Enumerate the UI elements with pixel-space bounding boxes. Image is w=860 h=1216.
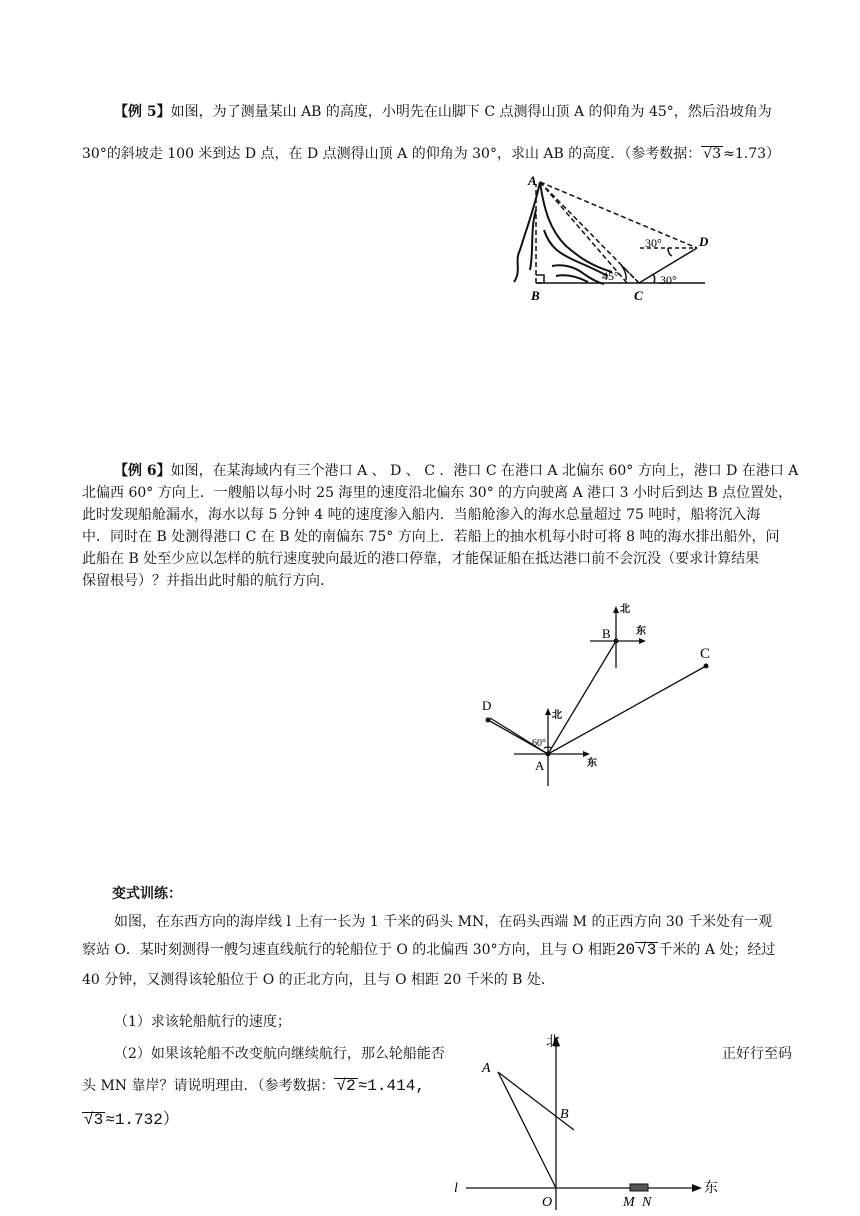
- example-6-line-4: 中．同时在 B 处测得港口 C 在 B 处的南偏东 75° 方向上．若船上的抽水机每小时可将 8 吨的海水排出船外，问: [82, 529, 780, 545]
- example-5-label: 【例 5】: [114, 104, 171, 120]
- example-6-paragraph: [82, 460, 812, 592]
- ref-sqrt-2-value: ≈1.414,: [357, 1077, 425, 1095]
- variant-text-q2c: 头 MN 靠岸？请说明理由．（参考数据：: [82, 1078, 335, 1094]
- variant-question-2b: 正好行至码: [722, 1046, 792, 1062]
- variant-question-2d: [82, 1110, 179, 1130]
- example-6-line-5: 此船在 B 处至少应以怎样的航行速度驶向最近的港口停靠，才能保证船在抵达港口前不会沉没（要求计算结果: [82, 551, 760, 567]
- fig6-east-b: 东: [636, 626, 646, 637]
- fig6-label-A: A: [535, 758, 545, 773]
- fig5-label-A: A: [528, 173, 537, 188]
- variant-question-2c: [82, 1076, 425, 1096]
- fig5-label-D: D: [699, 234, 709, 249]
- sqrt-3-radicand: 3: [712, 146, 722, 162]
- example-5-line-2: [82, 144, 780, 164]
- fig7-east-label: 东: [704, 1181, 718, 1196]
- fig6-label-C: C: [700, 646, 711, 662]
- fig7-north-label: 北: [546, 1035, 560, 1050]
- example-5-text-1: 如图，为了测量某山 AB 的高度，小明先在山脚下 C 点测得山顶 A 的仰角为 45°，然后沿坡角为: [170, 104, 772, 120]
- fig7-label-A: A: [482, 1061, 491, 1076]
- example-6-line-6: 保留根号）？并指出此时船的航行方向．: [82, 573, 334, 589]
- fig6-angle-60: 60°: [532, 738, 546, 749]
- sqrt-3-ref-radicand: 3: [93, 1111, 104, 1129]
- variant-question-2a: （2）如果该轮船不改变航向继续航行，那么轮船能否: [114, 1046, 445, 1062]
- example-6-label: 【例 6】: [114, 463, 171, 479]
- variant-distance: [616, 941, 658, 959]
- example-5-text-2: 30°的斜坡走 100 米到达 D 点，在 D 点测得山顶 A 的仰角为 30°，求山 AB 的高度．（参考数据：: [82, 146, 702, 162]
- variant-line-2: [82, 940, 775, 960]
- variant-line-3: 40 分钟，又测得该轮船位于 O 的正北方向，且与 O 相距 20 千米的 B 处．: [82, 972, 555, 988]
- variant-text-2b: 千米的 A 处；经过: [658, 942, 776, 958]
- variant-text-2a: 察站 O．某时刻测得一艘匀速直线航行的轮船位于 O 的北偏西 30°方向，且与 O 相距: [82, 942, 616, 958]
- ref-sqrt-3: [82, 1111, 179, 1129]
- sqrt-3: √3: [703, 146, 722, 162]
- example-5-text-3: ≈1.73）: [723, 146, 781, 162]
- variant-question-1: （1）求该轮船航行的速度；: [114, 1014, 291, 1030]
- fig5-label-C: C: [634, 288, 643, 303]
- fig5-angle-45: 45°: [602, 269, 619, 283]
- fig6-east-a: 东: [587, 758, 597, 769]
- sqrt-3-distance: √3: [637, 941, 657, 959]
- fig6-label-D: D: [482, 698, 492, 713]
- fig5-angle-30-slope: 30°: [660, 273, 677, 287]
- fig7-label-l: l: [454, 1181, 458, 1196]
- fig7-label-M: M: [623, 1195, 635, 1210]
- example-5-line-1: [114, 102, 772, 122]
- sqrt-2-radicand: 2: [346, 1077, 356, 1095]
- fig6-north-a: 北: [552, 710, 562, 721]
- ref-sqrt-3-value: ≈1.732）: [105, 1111, 179, 1129]
- example-6-line-3: 此时发现船舱漏水，海水以每 5 分钟 4 吨的速度渗入船内．当船舱渗入的海水总量超过 75 吨时，船将沉入海: [82, 507, 761, 523]
- variant-distance-number: 20: [615, 941, 636, 959]
- sqrt-3-distance-radicand: 3: [646, 941, 657, 959]
- sqrt-3-ref: √3: [84, 1111, 104, 1129]
- example-6-text-1: 如图，在某海域内有三个港口 A 、 D 、 C ．港口 C 在港口 A 北偏东 60° 方向上，港口 D 在港口 A: [170, 463, 799, 479]
- fig7-label-O: O: [542, 1195, 553, 1210]
- variant-line-1: 如图，在东西方向的海岸线 l 上有一长为 1 千米的码头 MN，在码头西端 M 的正西方向 30 千米处有一观: [114, 914, 773, 930]
- fig7-label-B: B: [560, 1107, 569, 1122]
- fig5-angle-30-top: 30°: [645, 236, 662, 250]
- fig6-north-b: 北: [620, 604, 630, 615]
- variant-title: 变式训练：: [112, 886, 182, 902]
- fig7-label-N: N: [642, 1195, 652, 1210]
- fig5-label-B: B: [531, 288, 540, 303]
- sqrt-2: √2: [336, 1077, 356, 1095]
- fig6-label-B: B: [602, 626, 611, 641]
- figure-mountain: [500, 170, 740, 310]
- example-6-line-1: [82, 460, 812, 482]
- figure-coastline: [446, 1032, 736, 1216]
- figure-ports: [460, 600, 730, 800]
- ref-sqrt-2: [334, 1077, 424, 1095]
- example-6-line-2: 北偏西 60° 方向上．一艘船以每小时 25 海里的速度沿北偏东 30° 的方向驶离 A 港口 3 小时后到达 B 点位置处，: [82, 485, 793, 501]
